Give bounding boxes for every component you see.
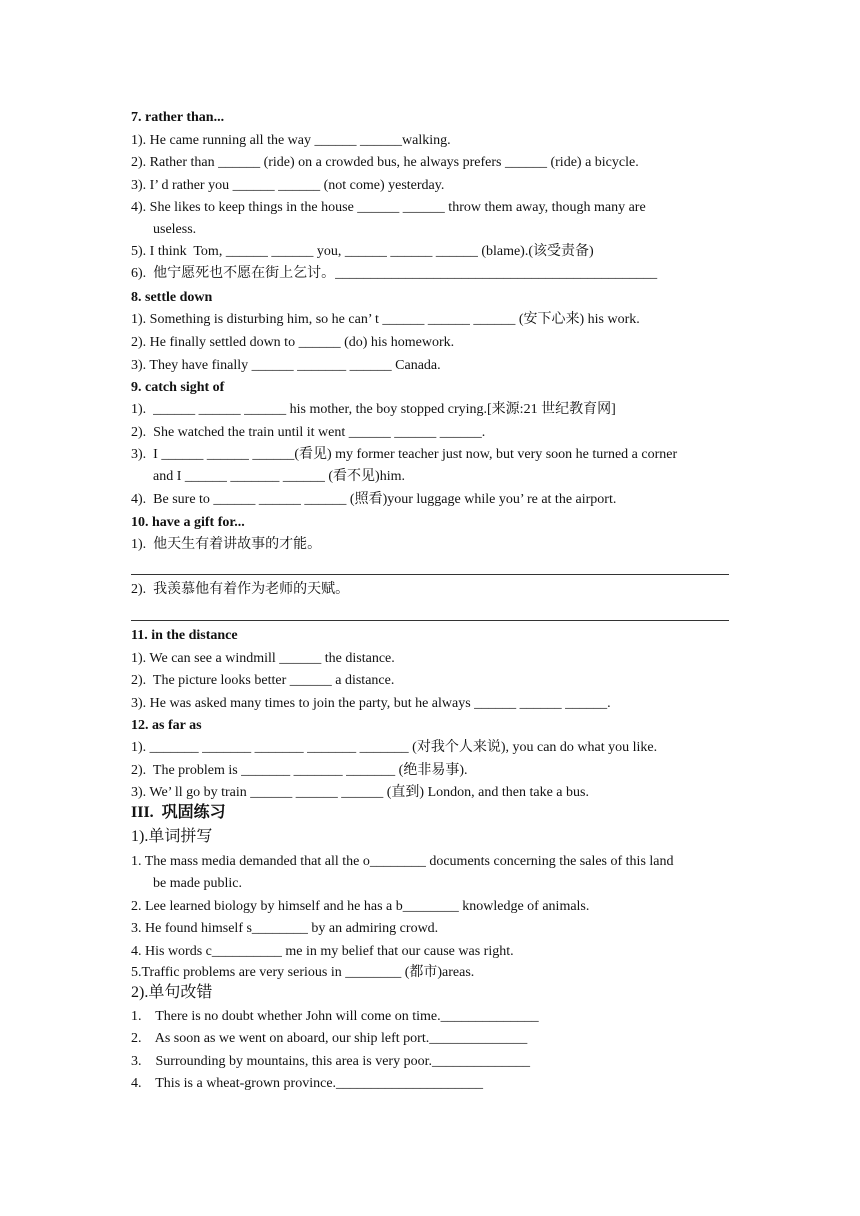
answer-line xyxy=(131,574,729,575)
text-line: 8. settle down xyxy=(131,290,213,305)
text-line: 2). He finally settled down to ______ (do) his homework. xyxy=(131,335,455,350)
text-line: 2). The picture looks better ______ a distance. xyxy=(131,673,395,688)
text-line: 3. He found himself s________ by an admiring crowd. xyxy=(131,921,439,936)
text-line: 1. There is no doubt whether John will come on time.______________ xyxy=(131,1009,539,1024)
text-line: 1. The mass media demanded that all the o________ documents concerning the sales of this land xyxy=(131,854,674,869)
text-line: and I ______ _______ ______ (看不见)him. xyxy=(153,469,405,484)
text-line: 2). The problem is _______ _______ _______ (绝非易事). xyxy=(131,763,468,778)
text-line: 4. This is a wheat-grown province._____________________ xyxy=(131,1076,484,1091)
text-line: 12. as far as xyxy=(131,718,202,733)
text-line: 3). They have finally ______ _______ ______ Canada. xyxy=(131,358,441,373)
text-line: 3). We’ ll go by train ______ ______ ______ (直到) London, and then take a bus. xyxy=(131,785,589,800)
text-line: 5). I think Tom, ______ ______ you, ______ ______ ______ (blame).(该受责备) xyxy=(131,244,594,259)
text-line: III. 巩固练习 xyxy=(131,804,226,821)
text-line: 1). 他天生有着讲故事的才能。 xyxy=(131,537,322,552)
text-line: useless. xyxy=(153,222,197,237)
text-line: 9. catch sight of xyxy=(131,380,225,395)
text-line: 4). Be sure to ______ ______ ______ (照看)your luggage while you’ re at the airport. xyxy=(131,492,617,507)
text-line: 3). He was asked many times to join the party, but he always ______ ______ ______. xyxy=(131,696,611,711)
text-line: be made public. xyxy=(153,876,243,891)
text-line: 4. His words c__________ me in my belief that our cause was right. xyxy=(131,944,514,959)
text-line: 1). We can see a windmill ______ the distance. xyxy=(131,651,395,666)
text-line: 2. As soon as we went on aboard, our ship left port.______________ xyxy=(131,1031,528,1046)
text-line: 2). Rather than ______ (ride) on a crowded bus, he always prefers ______ (ride) a bicycle. xyxy=(131,155,639,170)
text-line: 3). I ______ ______ ______(看见) my former teacher just now, but very soon he turned a corner xyxy=(131,447,678,462)
text-line: 1). He came running all the way ______ ______walking. xyxy=(131,133,451,148)
text-line: 10. have a gift for... xyxy=(131,515,245,530)
text-line: 3). I’ d rather you ______ ______ (not come) yesterday. xyxy=(131,178,445,193)
text-line: 1). _______ _______ _______ _______ _______ (对我个人来说), you can do what you like. xyxy=(131,740,658,755)
text-line: 2).单句改错 xyxy=(131,984,213,1001)
text-line: 4). She likes to keep things in the house ______ ______ throw them away, though many are xyxy=(131,200,646,215)
text-line: 11. in the distance xyxy=(131,628,238,643)
text-line: 1). Something is disturbing him, so he can’ t ______ ______ ______ (安下心来) his work. xyxy=(131,312,640,327)
answer-line xyxy=(131,620,729,621)
text-line: 6). 他宁愿死也不愿在街上乞讨。______________________________________________ xyxy=(131,266,658,281)
text-line: 3. Surrounding by mountains, this area is very poor.______________ xyxy=(131,1054,530,1069)
text-line: 2). She watched the train until it went ______ ______ ______. xyxy=(131,425,486,440)
text-line: 2). 我羡慕他有着作为老师的天赋。 xyxy=(131,582,350,597)
text-line: 5.Traffic problems are very serious in ________ (都市)areas. xyxy=(131,965,475,980)
text-line: 7. rather than... xyxy=(131,110,225,125)
text-line: 1). ______ ______ ______ his mother, the boy stopped crying.[来源:21 世纪教育网] xyxy=(131,402,616,417)
text-line: 1).单词拼写 xyxy=(131,828,213,845)
text-line: 2. Lee learned biology by himself and he has a b________ knowledge of animals. xyxy=(131,899,590,914)
